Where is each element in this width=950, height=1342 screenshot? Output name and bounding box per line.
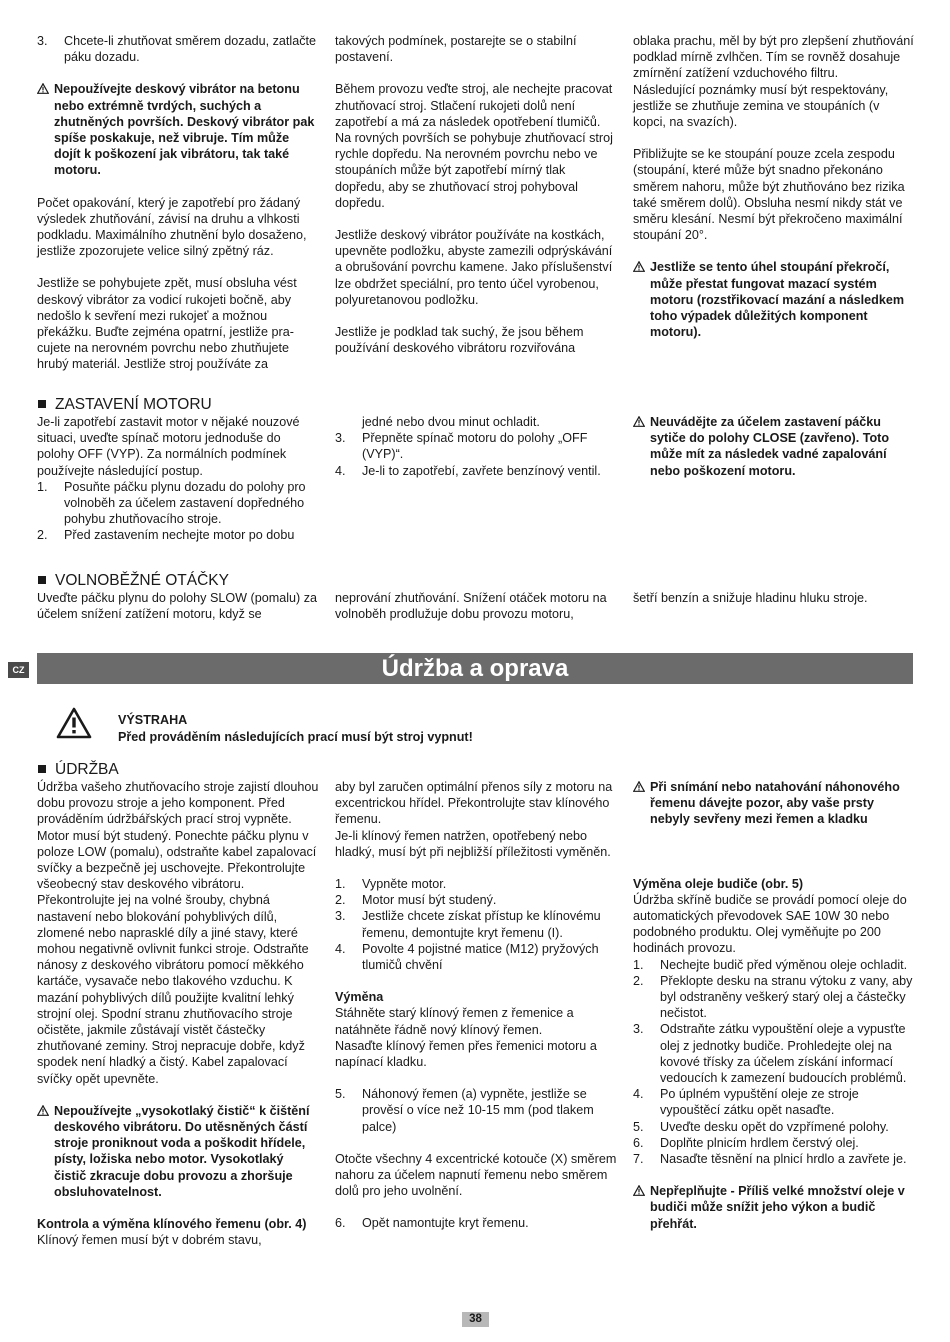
bullet-square-icon (38, 765, 46, 773)
warning-icon (633, 416, 645, 427)
paragraph: Údržba vašeho zhutňovacího stroje zajistí dlouhou dobu provozu stroje a jeho komponent. Před prováděním údržbářských prací stroj vypněte. Motor musí být studený. Ponechte páčku plynu v poloze LOW (pomalu), odstraňte kabel zapalovací svíčky a bezpečně jej uschovejte. Překontrolujte všeobecný stav deskového vibrátoru. Překontrolujte jej na volné šrouby, chybná nastavení nebo blokování pohyblivých dílů, zlomené nebo naprasklé díly a jiné stavy, které mohou negativně ovlivnit funkci stroje. Odstraňte nánosy z deskového vibrátoru pomocí měkkého kartáče, vysavače nebo tlakového vzduchu. K mazání pohyblivých dílů použijte kvalitní lehký strojní olej. Spodní stranu zhutňovacího stroje očistěte, jakmile zůstávají vistět částečky zhutňované zeminy. Stroj nepracuje dobře, když spodek není hladký a čistý. Kabel zapalovací svíčky opět upevněte. (37, 780, 319, 1086)
subheading: Kontrola a výměna klínového řemenu (obr. 4) (37, 1217, 307, 1232)
engine-stop-list (37, 479, 319, 544)
safety-warning (118, 712, 473, 746)
list-item: 3. Odstraňte zátku vypouštění oleje a vypusťte olej z jednotky budiče. Prohledejte olej na kovové třísky za účelem získání informací vedoucích k zamezení budoucích problémů. (633, 1022, 907, 1086)
list-continuation: jedné nebo dvou minut ochladit. (362, 415, 540, 429)
language-tag: CZ (8, 662, 29, 678)
section-heading: ZASTAVENÍ MOTORU (37, 396, 319, 414)
chapter-banner: Údržba a oprava (37, 653, 913, 684)
warning-note: Jestliže se tento úhel stoupání překročí, může přestat fungovat mazací systém motoru (rozstřikovací mazání a následkem toho výpadek důležitých komponent motoru). (633, 259, 915, 340)
bullet-square-icon (38, 400, 46, 408)
list-item: 2. Před zastavením nechejte motor po dobu (37, 528, 295, 543)
paragraph: oblaka prachu, měl by být pro zlepšení zhutňování podklad mírně zvlhčen. Tím se rovněž dosahuje zmírnění zatížení vzduchového filtru. (633, 34, 914, 81)
paragraph: Následující poznámky musí být respektovány, jestliže se zhutňuje zemina ve stoupáních (v kopci, na svazích). (633, 82, 889, 130)
paragraph: Nasaďte klínový řemen přes řemenici motoru a napínací kladku. (335, 1038, 597, 1070)
warning-note: Při snímání nebo natahování náhonového řemenu dávejte pozor, aby vaše prsty nebyly sevřeny mezi řemen a kladku (633, 779, 915, 828)
paragraph: takových podmínek, postarejte se o stabilní postavení. (335, 34, 577, 65)
section-maintenance-column-1 (37, 761, 319, 1248)
bullet-square-icon (38, 576, 46, 584)
paragraph: Je-li zapotřebí zastavit motor v nějaké nouzové situaci, uveďte spínač motoru jednoduše do polohy OFF (VYP). Za normálních podmínek používejte následující postup. (37, 415, 300, 478)
top-column-3 (633, 33, 915, 340)
list-item: 4. Po úplném vypuštění oleje ze stroje vypouštěcí zátku opět nasaďte. (633, 1087, 859, 1118)
list-item: 2. Překlopte desku na stranu výtoku z vany, aby byl odstraněny veškerý starý olej a částečky nečistot. (633, 973, 913, 1021)
list-item: 6. Doplňte plnicím hrdlem čerstvý olej. (633, 1135, 859, 1150)
list-item: 5. Náhonový řemen (a) vypněte, jestliže se prověsí o více než 10-15 mm (pod tlakem palce) (335, 1087, 594, 1134)
list-item: 4. Povolte 4 pojistné matice (M12) pryžových tlumičů chvění (335, 941, 599, 973)
warning-note: Neuvádějte za účelem zastavení páčku sytiče do polohy CLOSE (zavřeno). Toto může mít za následek vadné zapalování nebo poškození motoru. (633, 414, 915, 479)
section-heading: ÚDRŽBA (37, 761, 319, 779)
engine-stop-list (335, 430, 617, 479)
warning-triangle-icon (56, 707, 92, 739)
section-idle-column-1 (37, 572, 319, 622)
paragraph: Stáhněte starý klínový řemen z řemenice a natáhněte řádně nový klínový řemen. (335, 1006, 574, 1037)
warning-icon (37, 83, 49, 94)
belt-steps-list (335, 1215, 617, 1231)
warning-note: Nepřeplňujte - Příliš velké množství oleje v budiči může snížit jeho výkon a budič přehřát. (633, 1183, 915, 1232)
subheading: Výměna (335, 990, 384, 1005)
paragraph: Otočte všechny 4 excentrické kotouče (X) směrem nahoru za účelem napnutí řemenu nebo směrem dolů pro jeho uvolnění. (335, 1151, 617, 1199)
paragraph: Jestliže je podklad tak suchý, že jsou během používání deskového vibrátoru rozviřována (335, 325, 584, 356)
paragraph: Uveďte páčku plynu do polohy SLOW (pomalu) za účelem snížení zatížení motoru, když se (37, 591, 318, 622)
list-item: 7. Nasaďte těsnění na plnicí hrdlo a zavřete je. (633, 1152, 907, 1167)
section-heading: VOLNOBĚŽNÉ OTÁČKY (37, 572, 319, 590)
list-item: 3. Jestliže chcete získat přístup ke klínovému řemenu, demontujte kryt řemenu (I). (335, 909, 601, 940)
list-item: 6. Opět namontujte kryt řemenu. (335, 1216, 529, 1231)
warning-note: Nepoužívejte „vysokotlaký čistič“ k čištění deskového vibrátoru. Do utěsněných částí stroje proniknout voda a poškodit hřídele, písty, ložiska nebo motor. Vysokotlaký čistič zkracuje dobu provozu a zhoršuje obsluhovatelnost. (37, 1103, 319, 1200)
list-item: 5. Uveďte desku opět do vzpřímené polohy. (633, 1119, 889, 1134)
paragraph: Počet opakování, který je zapotřebí pro žádaný výsledek zhutňování, závisí na druhu a vlhkosti podkladu. Maximálního zhutnění bylo dosaženo, jestliže zpozorujete velice silný zpětný ráz. (37, 195, 307, 259)
paragraph: šetří benzín a snižuje hladinu hluku stroje. (633, 591, 868, 605)
top-list (37, 33, 319, 65)
list-item: 3. Chcete-li zhutňovat směrem dozadu, zatlačte páku dozadu. (37, 34, 316, 65)
paragraph: Klínový řemen musí být v dobrém stavu, (37, 1233, 262, 1248)
section-engine-stop-column-2 (335, 414, 617, 479)
section-maintenance-column-2 (335, 779, 617, 1232)
paragraph: Během provozu veďte stroj, ale nechejte pracovat zhutňovací stroj. Stlačení rukojeti dolů není zapotřebí a má za následek opotřebení tlumičů. (335, 82, 613, 129)
list-item: 1. Posuňte páčku plynu dozadu do polohy pro volnoběh za účelem zastavení dopředného pohybu zhutňovacího stroje. (37, 479, 306, 527)
warning-text: Před prováděním následujících prací musí být stroj vypnut! (118, 730, 473, 744)
section-maintenance-column-3 (633, 779, 915, 1232)
list-item: 1. Nechejte budič před výměnou oleje ochladit. (633, 957, 908, 972)
oil-change-list (633, 957, 915, 1168)
list-item: 4. Je-li to zapotřebí, zavřete benzínový ventil. (335, 463, 601, 478)
paragraph: Přibližujte se ke stoupání pouze zcela zespodu (stoupání, které může být snadno překonáno směrem nahoru, může být zhutňováno bez rizika také směrem dolů). Obsluha nesmí nikdy stát ve směru klesání. Nesmí být překročeno maximální stoupání 20°. (633, 147, 905, 243)
warning-title: VÝSTRAHA (118, 713, 188, 727)
paragraph: Je-li klínový řemen natržen, opotřebený nebo hladký, musí být při nejbližší příležitosti vyměněn. (335, 828, 611, 859)
warning-icon (633, 1185, 645, 1196)
paragraph: Jestliže deskový vibrátor používáte na kostkách, upevněte podložku, abyste zamezili odprýskávání a obrušování povrchu kamene. Jako příslušenství lze obdržet speciální, pro tento účel vyrobenou, polyuretanovou podložku. (335, 228, 613, 307)
paragraph: Jestliže se pohybujete zpět, musí obsluha vést deskový vibrátor za vodicí rukojeti bočně, aby nedošlo k sevření mezi rukojeť a možnou překážku. Buďte zejména opatrní, jestliže pracujete na nerovném povrchu nebo zhutňujete hrubý materiál. Jestliže stroj používáte za (37, 276, 297, 372)
top-column-1 (37, 33, 319, 373)
warning-icon (37, 1105, 49, 1116)
subheading: Výměna oleje budiče (obr. 5) (633, 876, 804, 891)
paragraph: Údržba skříně budiče se provádí pomocí oleje do automatických převodovek SAE 10W 30 nebo podobného produktu. Olej vyměňujte po 200 hodinách provozu. (633, 892, 907, 956)
belt-steps-list (335, 876, 617, 973)
paragraph: Na rovných površích se pohybuje zhutňovací stroj rychle dopředu. Na nerovném povrchu nebo ve stoupáních může být zapotřebí mírný tlak dopředu, aby se zhutňovací stroj pohyboval dopředu. (335, 131, 613, 210)
paragraph: aby byl zaručen optimální přenos síly z motoru na excentrickou hřídel. Překontrolujte stav klínového řemenu. (335, 780, 613, 827)
list-item: 2. Motor musí být studený. (335, 893, 497, 908)
belt-steps-list (335, 1086, 617, 1135)
section-engine-stop-column-1 (37, 396, 319, 544)
warning-icon (633, 781, 645, 792)
warning-icon (633, 261, 645, 272)
section-idle-column-3 (633, 590, 915, 606)
paragraph: neprování zhutňování. Snížení otáček motoru na volnoběh prodlužuje dobu provozu motoru, (335, 591, 607, 622)
list-item: 3. Přepněte spínač motoru do polohy „OFF (VYP)“. (335, 431, 588, 462)
section-engine-stop-column-3 (633, 414, 915, 479)
list-item: 1. Vypněte motor. (335, 877, 447, 892)
page-number: 38 (462, 1312, 489, 1327)
section-idle-column-2 (335, 590, 617, 622)
warning-note: Nepoužívejte deskový vibrátor na betonu nebo extrémně tvrdých, suchých a zhutněných površích. Deskový vibrátor pak spíše poskakuje, než vibruje. Tím může dojít k poškození jak vibrátoru, tak také motoru. (37, 81, 319, 178)
top-column-2 (335, 33, 617, 356)
